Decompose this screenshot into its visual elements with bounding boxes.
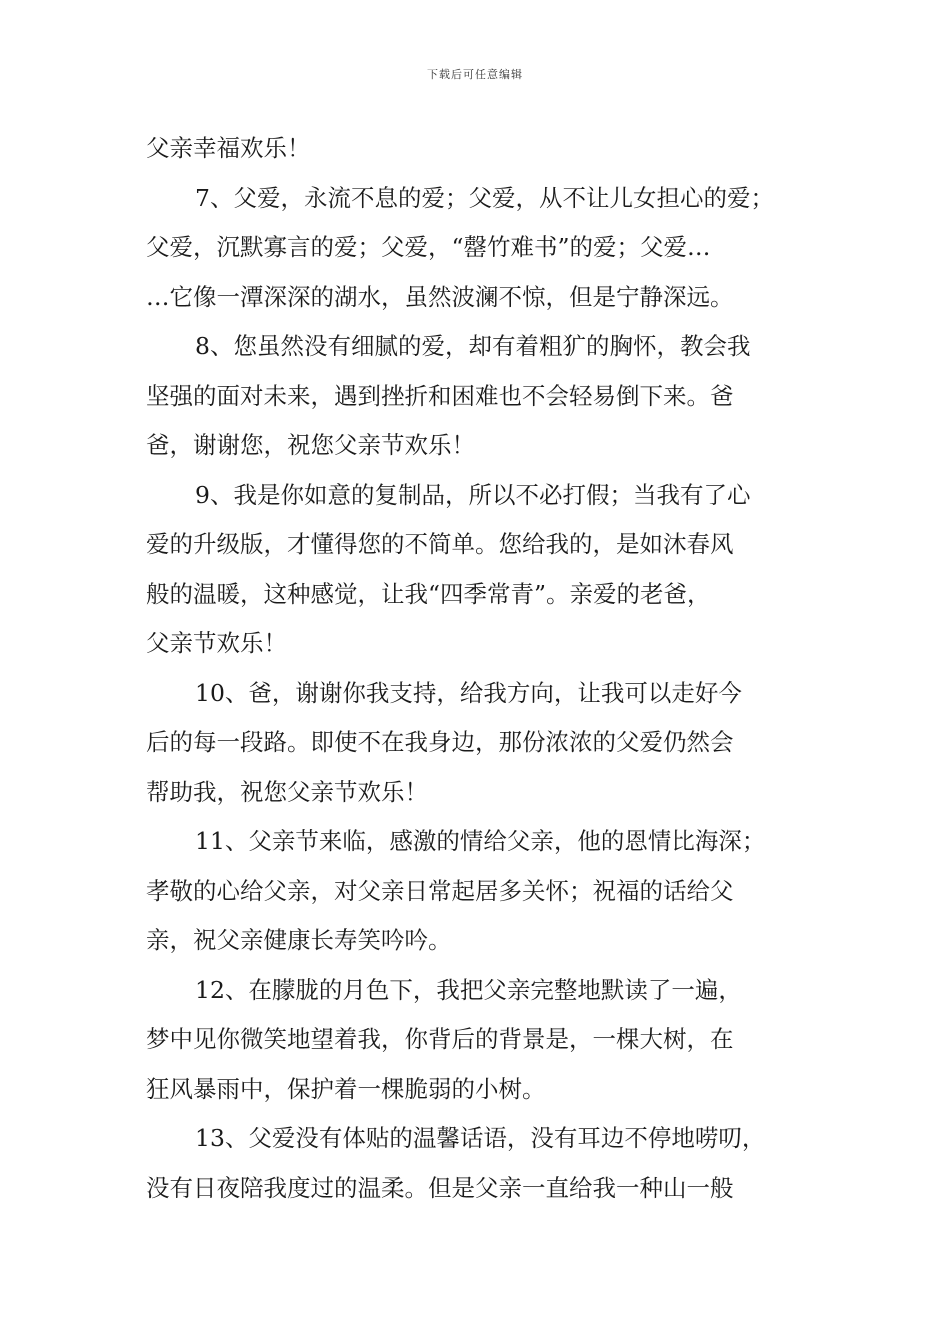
paragraph-start-7: 7、父爱，永流不息的爱；父爱，从不让儿女担心的爱； — [195, 183, 774, 212]
paragraph-start-9: 9、我是你如意的复制品，所以不必打假；当我有了心 — [195, 480, 751, 509]
text-line: …它像一潭深深的湖水，虽然波澜不惊，但是宁静深远。 — [146, 282, 734, 311]
text-line: 爱的升级版，才懂得您的不简单。您给我的，是如沐春风 — [146, 530, 734, 558]
page-header: 下载后可任意编辑 — [427, 68, 523, 81]
text-line: 后的每一段路。即使不在我身边，那份浓浓的父爱仍然会 — [146, 728, 734, 756]
paragraph-start-11: 11、父亲节来临，感激的情给父亲，他的恩情比海深； — [195, 827, 766, 855]
text-line: 父亲幸福欢乐！ — [146, 134, 311, 162]
text-line: 帮助我，祝您父亲节欢乐！ — [146, 777, 428, 806]
text-line: 父亲节欢乐！ — [146, 629, 287, 657]
text-line: 没有日夜陪我度过的温柔。但是父亲一直给我一种山一般 — [146, 1173, 734, 1202]
text-line: 亲，祝父亲健康长寿笑吟吟。 — [146, 926, 452, 954]
paragraph-start-13: 13、父爱没有体贴的温馨话语，没有耳边不停地唠叨， — [195, 1124, 766, 1152]
paragraph-start-12: 12、在朦胧的月色下，我把父亲完整地默读了一遍， — [195, 975, 742, 1004]
text-line: 爸，谢谢您，祝您父亲节欢乐！ — [146, 431, 475, 459]
text-line: 狂风暴雨中，保护着一棵脆弱的小树。 — [146, 1074, 546, 1103]
text-line: 梦中见你微笑地望着我，你背后的背景是，一棵大树，在 — [146, 1025, 734, 1053]
text-line: 孝敬的心给父亲，对父亲日常起居多关怀；祝福的话给父 — [146, 876, 734, 905]
paragraph-start-10: 10、爸，谢谢你我支持，给我方向，让我可以走好今 — [195, 678, 742, 707]
document-body — [146, 124, 818, 1213]
paragraph-start-8: 8、您虽然没有细腻的爱，却有着粗犷的胸怀，教会我 — [195, 332, 751, 360]
text-line: 坚强的面对未来，遇到挫折和困难也不会轻易倒下来。爸 — [146, 381, 734, 410]
text-line: 般的温暖，这种感觉，让我“四季常青”。亲爱的老爸， — [146, 579, 711, 608]
text-line: 父爱，沉默寡言的爱；父爱，“罄竹难书”的爱；父爱… — [146, 233, 711, 261]
